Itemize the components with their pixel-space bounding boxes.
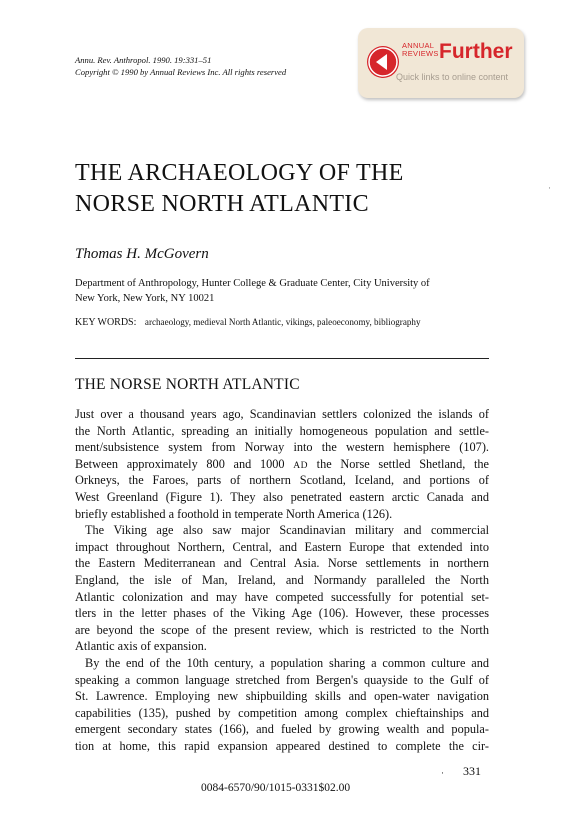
text-line: emergent secondary states (166), and fueled by growing wealth and popula-: [75, 722, 489, 737]
text-line: The Viking age also saw major Scandinavian military and commercial: [85, 523, 489, 538]
affiliation-line: New York, New York, NY 10021: [75, 293, 215, 304]
text-span: the Norse settled Shetland, the: [316, 456, 489, 471]
author-name: Thomas H. McGovern: [75, 246, 209, 262]
text-line: Orkneys, the Faroes, parts of northern Scotland, Iceland, and portions of: [75, 473, 489, 488]
text-line: the North Atlantic, spreading an initially homogeneous population and settle-: [75, 423, 489, 438]
article-title: [75, 158, 404, 220]
text-line: tion at home, this rapid expansion appeared destined to complete the cir-: [75, 738, 489, 753]
keywords: [75, 317, 421, 328]
text-line: [75, 456, 489, 473]
text-line: St. Lawrence. Employing new shipbuilding skills and open-water navigation: [75, 689, 489, 704]
affiliation: [75, 276, 495, 306]
text-line: Atlantic colonization and may have competed successfully for potential set-: [75, 589, 489, 604]
title-line: THE ARCHAEOLOGY OF THE: [75, 160, 404, 186]
divider: [75, 358, 489, 359]
citation-line: Annu. Rev. Anthropol. 1990. 19:331–51: [75, 55, 212, 65]
reviews-label: REVIEWS: [402, 49, 439, 58]
text-line: England, the isle of Man, Ireland, and Normandy paralleled the North: [75, 572, 489, 587]
text-line: Atlantic axis of expansion.: [75, 639, 207, 654]
text-line: the Eastern Mediterranean and Central Asia. Norse settlements in northern: [75, 556, 489, 571]
page-number: 331: [463, 764, 481, 778]
margin-mark: ·: [548, 183, 551, 193]
era-abbreviation: AD: [293, 460, 308, 471]
section-heading: THE NORSE NORTH ATLANTIC: [75, 376, 300, 393]
affiliation-line: Department of Anthropology, Hunter College & Graduate Center, City University of: [75, 278, 430, 289]
issn-code: 0084-6570/90/1015-0331$02.00: [201, 782, 351, 794]
annual-label: ANNUAL: [402, 41, 435, 50]
text-line: speaking a common language stretched from Bergen's quayside to the Gulf of: [75, 672, 489, 687]
keywords-label: KEY WORDS:: [75, 317, 137, 328]
text-line: are beyond the scope of the present review, which is restricted to the North: [75, 622, 489, 637]
keywords-list: archaeology, medieval North Atlantic, vikings, paleoeconomy, bibliography: [144, 317, 421, 327]
further-subtitle: Quick links to online content: [396, 72, 509, 82]
text-line: ment/subsistence system from Norway into the western hemisphere (107).: [75, 440, 489, 455]
text-span: Between approximately 800 and 1000: [75, 456, 285, 471]
text-line: impact throughout Northern, Central, and Eastern Europe that extended into: [75, 539, 489, 554]
margin-mark: ·: [441, 768, 444, 778]
text-line: Just over a thousand years ago, Scandinavian settlers colonized the islands of: [75, 407, 489, 421]
text-line: briefly established a foothold in temperate North America (126).: [75, 506, 393, 521]
title-line: NORSE NORTH ATLANTIC: [75, 191, 369, 217]
journal-citation: [75, 54, 286, 78]
play-back-arrow-icon: [367, 46, 399, 78]
further-label: Further: [439, 40, 513, 63]
paragraph: [75, 406, 489, 754]
copyright-line: Copyright © 1990 by Annual Reviews Inc. All rights reserved: [75, 67, 287, 77]
text-line: By the end of the 10th century, a population sharing a common culture and: [85, 655, 489, 670]
further-badge[interactable]: [358, 28, 524, 98]
annual-reviews-logo-text: [402, 42, 439, 58]
text-line: capabilities (135), pushed by competition among complex chieftainships and: [75, 705, 489, 720]
text-line: tlers in the letter phases of the Viking Age (106). However, these processes: [75, 606, 489, 621]
text-line: West Greenland (Figure 1). They also penetrated eastern arctic Canada and: [75, 489, 489, 504]
